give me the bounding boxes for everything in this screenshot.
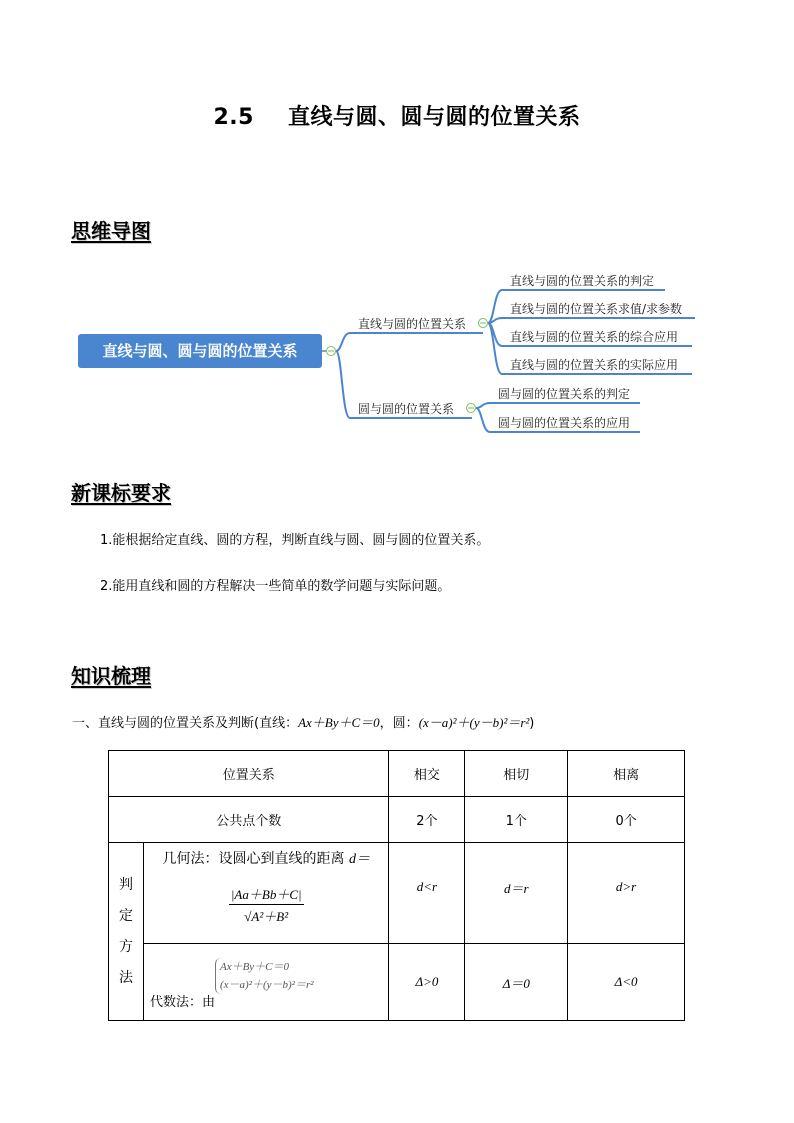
equation-system xyxy=(215,958,314,994)
child-line-2-1 xyxy=(476,403,640,408)
system-line: Ax＋By＋C＝0 xyxy=(219,961,290,973)
mindmap-leaf: 圆与圆的位置关系的判定 xyxy=(498,387,631,401)
child-line-1-2 xyxy=(488,318,695,323)
table-cell: Δ<0 xyxy=(568,944,685,1021)
judge-char: 定 xyxy=(118,907,133,924)
algebraic-method-cell xyxy=(143,944,389,1021)
title-number: 2.5 xyxy=(213,105,254,130)
table-cell: 2个 xyxy=(389,797,465,843)
mindmap-leaf: 直线与圆的位置关系的实际应用 xyxy=(510,358,679,372)
table-cell: 0个 xyxy=(568,797,685,843)
table-cell: d>r xyxy=(568,843,685,944)
judge-char: 判 xyxy=(118,876,133,893)
branch-line-1 xyxy=(336,333,483,351)
mindmap-leaf: 直线与圆的位置关系求值/求参数 xyxy=(510,302,683,316)
geometric-label: 几何法：设圆心到直线的距离 xyxy=(162,850,349,867)
table-row xyxy=(109,797,685,843)
part1-mid: ，圆： xyxy=(379,716,419,731)
table-header-cell: 位置关系 xyxy=(109,751,389,797)
part1-heading xyxy=(72,712,534,731)
formula-numerator: |Aa＋Bb＋C| xyxy=(229,884,304,905)
algebraic-label: 代数法：由 xyxy=(149,995,215,1010)
mindmap-root: 直线与圆、圆与圆的位置关系 xyxy=(78,334,322,368)
system-line: (x－a)²＋(y－b)²＝r² xyxy=(219,979,314,991)
judge-char: 方 xyxy=(118,938,133,955)
title-text: 直线与圆、圆与圆的位置关系 xyxy=(287,105,581,130)
table-row xyxy=(109,751,685,797)
section-heading-knowledge: 知识梳理 xyxy=(71,664,151,688)
position-relation-table xyxy=(108,750,685,1021)
line-equation: Ax＋By＋C＝0 xyxy=(298,715,380,730)
table-cell: Δ>0 xyxy=(389,944,465,1021)
geometric-method-cell xyxy=(143,843,389,944)
requirement-item: 1.能根据给定直线、圆的方程，判断直线与圆、圆与圆的位置关系。 xyxy=(100,533,490,548)
table-row xyxy=(109,843,685,944)
page-title xyxy=(0,100,794,131)
mindmap-branch-circle-circle: 圆与圆的位置关系 xyxy=(358,402,455,416)
part1-suffix: ) xyxy=(529,716,535,731)
requirement-item: 2.能用直线和圆的方程解决一些简单的数学问题与实际问题。 xyxy=(100,579,451,594)
formula-denominator: √A²＋B² xyxy=(244,908,289,924)
mindmap-leaf: 直线与圆的位置关系的综合应用 xyxy=(510,330,679,344)
table-header-cell: 相离 xyxy=(568,751,685,797)
mindmap-branch-line-circle: 直线与圆的位置关系 xyxy=(358,317,467,331)
circle-equation: (x－a)²＋(y－b)²＝r² xyxy=(418,715,530,730)
table-cell: 1个 xyxy=(465,797,568,843)
table-cell: 公共点个数 xyxy=(109,797,389,843)
distance-formula xyxy=(229,884,304,925)
section-heading-mindmap: 思维导图 xyxy=(71,219,151,243)
judge-method-label xyxy=(109,843,144,1021)
table-cell: d<r xyxy=(389,843,465,944)
part1-prefix: 一、直线与圆的位置关系及判断(直线： xyxy=(72,716,299,731)
table-cell: d＝r xyxy=(465,843,568,944)
table-header-cell: 相切 xyxy=(465,751,568,797)
mindmap-leaf: 圆与圆的位置关系的应用 xyxy=(498,416,631,430)
mindmap-leaf: 直线与圆的位置关系的判定 xyxy=(510,274,655,288)
d-equals: d＝ xyxy=(348,851,370,867)
judge-char: 法 xyxy=(118,969,133,986)
section-heading-standards: 新课标要求 xyxy=(71,481,171,505)
table-cell: Δ＝0 xyxy=(465,944,568,1021)
table-header-cell: 相交 xyxy=(389,751,465,797)
table-row xyxy=(109,944,685,1021)
